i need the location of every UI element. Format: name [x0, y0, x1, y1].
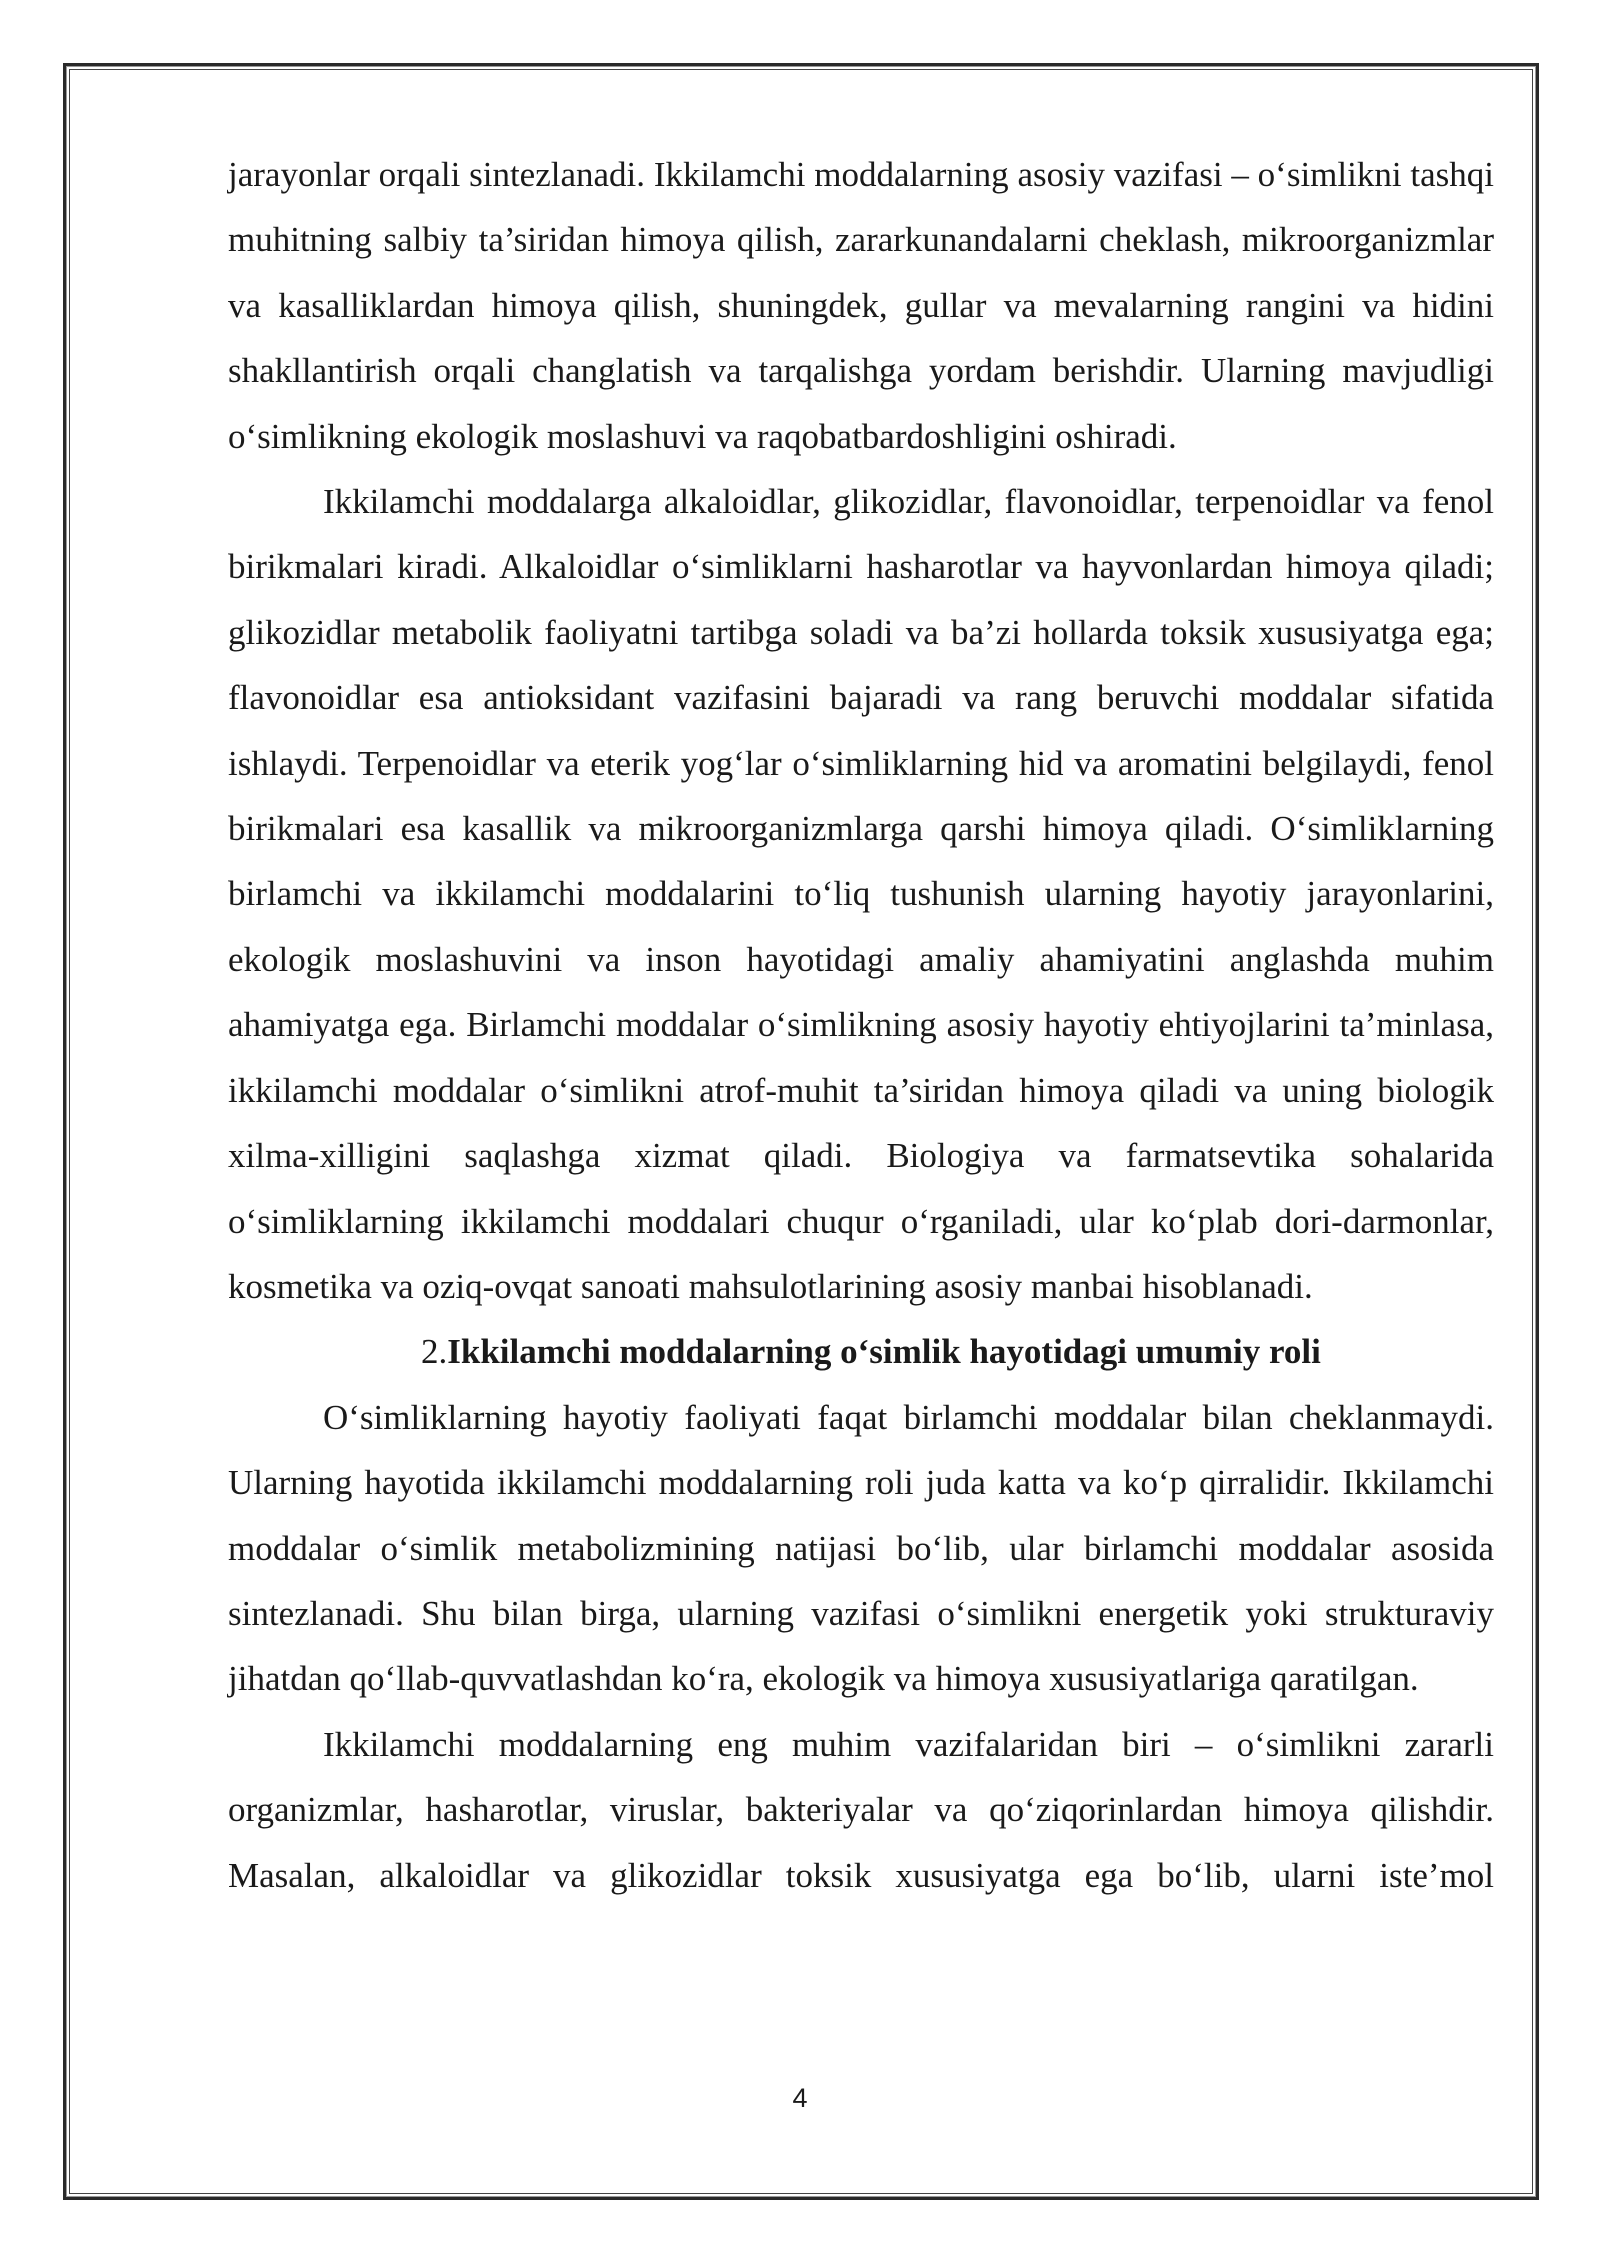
- page-number: 4: [792, 2083, 808, 2113]
- paragraph-protective-function: Ikkilamchi moddalarning eng muhim vazifalaridan biri – o‘simlikni zararli organizmlar, hasharotlar, viruslar, bakteriyalar va qo‘ziqorinlardan himoya qilishdir. Masalan, alkaloidlar va glikozidlar toksik xususiyatga ega bo‘lib, ularni iste’mol: [228, 1724, 1494, 1895]
- section-heading: [228, 1319, 1494, 1384]
- section-number: 2.: [421, 1332, 448, 1372]
- paragraph-plant-life-activity: O‘simliklarning hayotiy faoliyati faqat birlamchi moddalar bilan cheklanmaydi. Ularning hayotida ikkilamchi moddalarning roli juda katta va ko‘p qirralidir. Ikkilamchi moddalar o‘simlik metabolizmining natijasi bo‘lib, ular birlamchi moddalar asosida sintezlanadi. Shu bilan birga, ularning vazifasi o‘simlikni energetik yoki strukturaviy jihatdan qo‘llab-quvvatlashdan ko‘ra, ekologik va himoya xususiyatlariga qaratilgan.: [228, 1397, 1494, 1699]
- paragraph-continuation: jarayonlar orqali sintezlanadi. Ikkilamchi moddalarning asosiy vazifasi – o‘simlikni tashqi muhitning salbiy ta’siridan himoya qilish, zararkunandalarni cheklash, mikroorganizmlar va kasalliklardan himoya qilish, shuningdek, gullar va mevalarning rangini va hidini shakllantirish orqali changlatish va tarqalishga yordam berishdir. Ularning mavjudligi o‘simlikning ekologik moslashuvi va raqobatbardoshligini oshiradi.: [228, 155, 1494, 456]
- document-body: [228, 142, 1494, 1908]
- paragraph-secondary-compounds: Ikkilamchi moddalarga alkaloidlar, glikozidlar, flavonoidlar, terpenoidlar va fenol birikmalari kiradi. Alkaloidlar o‘simliklarni hasharotlar va hayvonlardan himoya qiladi; glikozidlar metabolik faoliyatni tartibga soladi va ba’zi hollarda toksik xususiyatga ega; flavonoidlar esa antioksidant vazifasini bajaradi va rang beruvchi moddalar sifatida ishlaydi. Terpenoidlar va eterik yog‘lar o‘simliklarning hid va aromatini belgilaydi, fenol birikmalari esa kasallik va mikroorganizmlarga qarshi himoya qiladi. O‘simliklarning birlamchi va ikkilamchi moddalarini to‘liq tushunish ularning hayotiy jarayonlarini, ekologik moslashuvini va inson hayotidagi amaliy ahamiyatini anglashda muhim ahamiyatga ega. Birlamchi moddalar o‘simlikning asosiy hayotiy ehtiyojlarini ta’minlasa, ikkilamchi moddalar o‘simlikni atrof-muhit ta’siridan himoya qiladi va uning biologik xilma-xilligini saqlashga xizmat qiladi. Biologiya va farmatsevtika sohalarida o‘simliklarning ikkilamchi moddalari chuqur o‘rganiladi, ular ko‘plab dori-darmonlar, kosmetika va oziq-ovqat sanoati mahsulotlarining asosiy manbai hisoblanadi.: [228, 482, 1494, 1306]
- section-title: Ikkilamchi moddalarning o‘simlik hayotidagi umumiy roli: [447, 1332, 1321, 1372]
